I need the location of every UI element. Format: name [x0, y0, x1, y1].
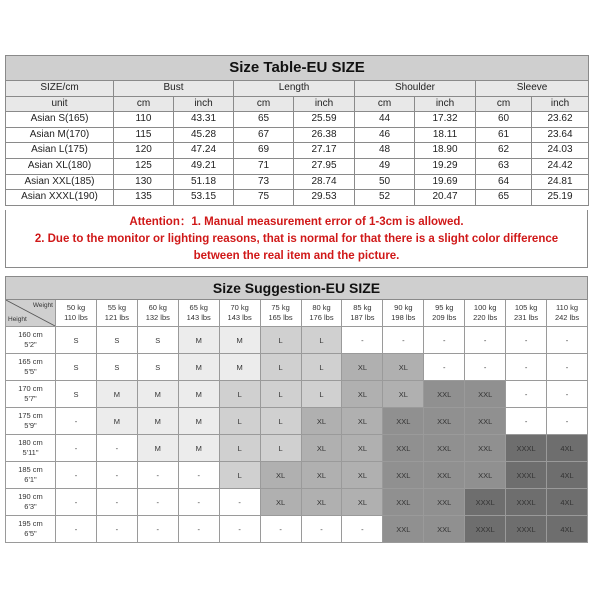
- weight-kg: 110 kg: [556, 303, 579, 312]
- corner-weight-label: Weight: [32, 302, 53, 309]
- size-suggestion-cell: L: [260, 408, 301, 435]
- size-suggestion-cell: M: [137, 435, 178, 462]
- height-ft: 6'3": [24, 502, 37, 511]
- size-value-cell: 20.47: [415, 190, 476, 206]
- size-suggestion-cell: XXL: [465, 435, 506, 462]
- weight-kg: 85 kg: [353, 303, 372, 312]
- size-suggestion-cell: -: [465, 327, 506, 354]
- size-suggestion-cell: -: [96, 435, 137, 462]
- size-suggestion-table: [5, 276, 588, 543]
- size-suggestion-cell: L: [219, 435, 260, 462]
- size-suggestion-cell: XXXL: [506, 516, 547, 543]
- size-suggestion-cell: XXL: [383, 408, 424, 435]
- size-suggestion-cell: XXL: [424, 408, 465, 435]
- suggestion-row: [6, 435, 588, 462]
- size-suggestion-cell: L: [219, 408, 260, 435]
- suggestion-row: [6, 462, 588, 489]
- size-value-cell: 65: [234, 112, 294, 128]
- size-suggestion-cell: XXL: [383, 462, 424, 489]
- size-suggestion-cell: -: [219, 489, 260, 516]
- size-value-cell: 50: [355, 174, 415, 190]
- size-value-cell: 120: [114, 143, 174, 159]
- size-suggestion-cell: S: [137, 354, 178, 381]
- size-value-cell: 47.24: [174, 143, 234, 159]
- height-cm: 195 cm: [18, 519, 43, 528]
- size-suggestion-cell: XXL: [383, 516, 424, 543]
- size-value-cell: 29.53: [294, 190, 355, 206]
- size-suggestion-cell: XL: [301, 408, 342, 435]
- height-cm: 185 cm: [18, 465, 43, 474]
- size-suggestion-cell: -: [96, 516, 137, 543]
- unit-cell: unit: [6, 96, 114, 112]
- size-value-cell: 23.62: [532, 112, 589, 128]
- unit-cell: inch: [294, 96, 355, 112]
- size-suggestion-cell: 4XL: [547, 435, 588, 462]
- weight-lbs: 176 lbs: [309, 313, 334, 322]
- size-value-cell: 61: [476, 127, 532, 143]
- height-cell: [6, 516, 56, 543]
- size-suggestion-cell: -: [260, 516, 301, 543]
- size-suggestion-cell: -: [342, 516, 383, 543]
- unit-cell: inch: [532, 96, 589, 112]
- size-suggestion-cell: 4XL: [547, 489, 588, 516]
- size-suggestion-cell: S: [56, 354, 97, 381]
- size-value-cell: 48: [355, 143, 415, 159]
- size-value-cell: 18.90: [415, 143, 476, 159]
- size-value-cell: 45.28: [174, 127, 234, 143]
- suggestion-row: [6, 381, 588, 408]
- weight-lbs: 198 lbs: [391, 313, 416, 322]
- size-suggestion-cell: M: [219, 327, 260, 354]
- size-suggestion-cell: -: [56, 516, 97, 543]
- weight-kg: 90 kg: [394, 303, 413, 312]
- size-suggestion-cell: XXXL: [506, 489, 547, 516]
- size-suggestion-cell: S: [96, 354, 137, 381]
- size-suggestion-cell: M: [178, 408, 219, 435]
- weight-kg: 105 kg: [514, 303, 538, 312]
- size-suggestion-cell: XXL: [465, 462, 506, 489]
- weight-lbs: 143 lbs: [227, 313, 252, 322]
- size-suggestion-title: Size Suggestion-EU SIZE: [6, 277, 588, 300]
- size-label-cell: Asian S(165): [6, 112, 114, 128]
- weight-kg: 65 kg: [189, 303, 208, 312]
- weight-kg: 100 kg: [473, 303, 497, 312]
- size-suggestion-cell: -: [178, 489, 219, 516]
- height-ft: 6'5": [24, 529, 37, 538]
- size-suggestion-cell: L: [260, 381, 301, 408]
- size-suggestion-cell: M: [178, 435, 219, 462]
- weight-header-cell: [56, 300, 97, 327]
- size-value-cell: 51.18: [174, 174, 234, 190]
- size-suggestion-cell: 4XL: [547, 516, 588, 543]
- weight-header-row: [6, 300, 588, 327]
- size-value-cell: 75: [234, 190, 294, 206]
- corner-height-label: Height: [8, 316, 27, 323]
- weight-kg: 95 kg: [435, 303, 454, 312]
- size-suggestion-cell: -: [506, 354, 547, 381]
- height-cm: 165 cm: [18, 357, 43, 366]
- weight-lbs: 121 lbs: [104, 313, 129, 322]
- size-label-cell: Asian M(170): [6, 127, 114, 143]
- size-value-cell: 24.42: [532, 158, 589, 174]
- weight-lbs: 165 lbs: [268, 313, 293, 322]
- height-cm: 170 cm: [18, 384, 43, 393]
- size-suggestion-cell: M: [137, 408, 178, 435]
- size-suggestion-cell: -: [301, 516, 342, 543]
- size-table-row: [6, 112, 589, 128]
- height-cm: 175 cm: [18, 411, 43, 420]
- size-suggestion-cell: M: [178, 354, 219, 381]
- size-suggestion-cell: M: [178, 327, 219, 354]
- suggestion-row: [6, 408, 588, 435]
- size-suggestion-cell: XL: [260, 489, 301, 516]
- size-suggestion-cell: L: [301, 354, 342, 381]
- size-value-cell: 27.95: [294, 158, 355, 174]
- size-suggestion-cell: XL: [301, 489, 342, 516]
- weight-lbs: 143 lbs: [186, 313, 211, 322]
- size-suggestion-cell: -: [547, 381, 588, 408]
- size-value-cell: 49: [355, 158, 415, 174]
- unit-cell: inch: [174, 96, 234, 112]
- size-suggestion-cell: XXL: [424, 435, 465, 462]
- size-label-cell: Asian L(175): [6, 143, 114, 159]
- weight-lbs: 231 lbs: [514, 313, 539, 322]
- size-table-row: [6, 143, 589, 159]
- suggestion-row: [6, 516, 588, 543]
- size-suggestion-cell: XL: [301, 435, 342, 462]
- size-suggestion-cell: -: [547, 354, 588, 381]
- size-label-cell: Asian XXL(185): [6, 174, 114, 190]
- size-value-cell: 62: [476, 143, 532, 159]
- weight-kg: 75 kg: [271, 303, 290, 312]
- size-suggestion-cell: 4XL: [547, 462, 588, 489]
- weight-header-cell: [342, 300, 383, 327]
- size-value-cell: 52: [355, 190, 415, 206]
- attention-line-3: between the real item and the picture.: [193, 250, 400, 262]
- length-header-cell: Length: [234, 81, 355, 97]
- weight-header-cell: [301, 300, 342, 327]
- height-cell: [6, 354, 56, 381]
- unit-cell: inch: [415, 96, 476, 112]
- size-value-cell: 130: [114, 174, 174, 190]
- size-suggestion-cell: XXL: [465, 408, 506, 435]
- size-suggestion-cell: XL: [342, 435, 383, 462]
- size-suggestion-cell: M: [96, 408, 137, 435]
- size-value-cell: 49.21: [174, 158, 234, 174]
- weight-lbs: 209 lbs: [432, 313, 457, 322]
- height-ft: 5'9": [24, 421, 37, 430]
- size-suggestion-cell: -: [56, 462, 97, 489]
- size-table-body: [6, 112, 589, 206]
- size-table-unit-row: [6, 96, 589, 112]
- size-suggestion-cell: XXXL: [465, 489, 506, 516]
- weight-header-cell: [96, 300, 137, 327]
- size-value-cell: 44: [355, 112, 415, 128]
- size-value-cell: 17.32: [415, 112, 476, 128]
- size-suggestion-cell: S: [137, 327, 178, 354]
- size-suggestion-cell: -: [56, 435, 97, 462]
- attention-note: [5, 210, 588, 268]
- size-suggestion-cell: XL: [383, 354, 424, 381]
- weight-kg: 80 kg: [312, 303, 331, 312]
- size-value-cell: 65: [476, 190, 532, 206]
- weight-kg: 70 kg: [230, 303, 249, 312]
- size-value-cell: 28.74: [294, 174, 355, 190]
- size-value-cell: 23.64: [532, 127, 589, 143]
- corner-cell: [6, 300, 56, 327]
- size-suggestion-cell: XXXL: [465, 516, 506, 543]
- size-suggestion-cell: L: [260, 327, 301, 354]
- height-ft: 5'7": [24, 394, 37, 403]
- weight-header-cell: [547, 300, 588, 327]
- size-suggestion-cell: XXXL: [506, 435, 547, 462]
- size-suggestion-cell: -: [178, 516, 219, 543]
- weight-header-cell: [178, 300, 219, 327]
- size-suggestion-cell: XXL: [465, 381, 506, 408]
- size-table-row: [6, 190, 589, 206]
- weight-lbs: 242 lbs: [554, 313, 580, 322]
- sleeve-header-cell: Sleeve: [476, 81, 589, 97]
- weight-lbs: 110 lbs: [64, 313, 88, 322]
- size-value-cell: 24.03: [532, 143, 589, 159]
- suggestion-row: [6, 327, 588, 354]
- size-suggestion-cell: XL: [383, 381, 424, 408]
- size-value-cell: 115: [114, 127, 174, 143]
- size-suggestion-cell: L: [260, 435, 301, 462]
- weight-header-cell: [506, 300, 547, 327]
- size-suggestion-cell: S: [96, 327, 137, 354]
- height-cell: [6, 489, 56, 516]
- size-suggestion-cell: -: [178, 462, 219, 489]
- size-suggestion-cell: XXL: [383, 435, 424, 462]
- size-value-cell: 19.69: [415, 174, 476, 190]
- weight-lbs: 132 lbs: [145, 313, 170, 322]
- size-value-cell: 71: [234, 158, 294, 174]
- shoulder-header-cell: Shoulder: [355, 81, 476, 97]
- height-ft: 5'11": [22, 448, 39, 457]
- size-value-cell: 60: [476, 112, 532, 128]
- height-cm: 180 cm: [18, 438, 43, 447]
- size-value-cell: 53.15: [174, 190, 234, 206]
- size-suggestion-cell: M: [178, 381, 219, 408]
- size-suggestion-cell: XXL: [424, 381, 465, 408]
- size-suggestion-cell: -: [56, 408, 97, 435]
- size-value-cell: 24.81: [532, 174, 589, 190]
- size-table-grid: [5, 55, 589, 206]
- size-suggestion-cell: XL: [342, 354, 383, 381]
- size-value-cell: 18.11: [415, 127, 476, 143]
- size-suggestion-cell: -: [137, 462, 178, 489]
- size-header-cell: SIZE/cm: [6, 81, 114, 97]
- height-cell: [6, 462, 56, 489]
- size-suggestion-body: [6, 327, 588, 543]
- size-suggestion-cell: L: [301, 381, 342, 408]
- height-cell: [6, 381, 56, 408]
- size-suggestion-cell: -: [96, 489, 137, 516]
- size-suggestion-cell: L: [219, 462, 260, 489]
- size-table-title: Size Table-EU SIZE: [6, 56, 589, 81]
- height-ft: 5'5": [24, 367, 37, 376]
- height-cell: [6, 435, 56, 462]
- size-suggestion-cell: S: [56, 381, 97, 408]
- size-value-cell: 46: [355, 127, 415, 143]
- size-table-row: [6, 174, 589, 190]
- size-suggestion-cell: -: [506, 381, 547, 408]
- weight-header-cell: [465, 300, 506, 327]
- size-suggestion-cell: -: [137, 516, 178, 543]
- size-value-cell: 135: [114, 190, 174, 206]
- size-suggestion-cell: -: [56, 489, 97, 516]
- weight-header-cell: [424, 300, 465, 327]
- weight-header-cell: [383, 300, 424, 327]
- size-suggestion-cell: XXL: [424, 516, 465, 543]
- size-suggestion-cell: XXL: [424, 462, 465, 489]
- size-value-cell: 63: [476, 158, 532, 174]
- weight-header-cell: [260, 300, 301, 327]
- height-ft: 6'1": [24, 475, 37, 484]
- size-suggestion-cell: XXXL: [506, 462, 547, 489]
- size-suggestion-cell: XXL: [424, 489, 465, 516]
- size-value-cell: 26.38: [294, 127, 355, 143]
- weight-header-cell: [137, 300, 178, 327]
- size-suggestion-cell: M: [219, 354, 260, 381]
- size-label-cell: Asian XL(180): [6, 158, 114, 174]
- size-suggestion-cell: XL: [260, 462, 301, 489]
- size-suggestion-cell: L: [301, 327, 342, 354]
- bust-header-cell: Bust: [114, 81, 234, 97]
- size-suggestion-cell: -: [96, 462, 137, 489]
- size-value-cell: 67: [234, 127, 294, 143]
- size-suggestion-cell: -: [506, 327, 547, 354]
- size-table-header-row: [6, 81, 589, 97]
- weight-lbs: 220 lbs: [473, 313, 498, 322]
- height-ft: 5'2": [24, 340, 37, 349]
- weight-lbs: 187 lbs: [350, 313, 375, 322]
- weight-kg: 60 kg: [148, 303, 167, 312]
- size-suggestion-cell: S: [56, 327, 97, 354]
- size-table-row: [6, 158, 589, 174]
- size-suggestion-cell: XXL: [383, 489, 424, 516]
- size-suggestion-cell: -: [424, 327, 465, 354]
- size-table-row: [6, 127, 589, 143]
- size-suggestion-cell: -: [547, 408, 588, 435]
- height-cm: 190 cm: [18, 492, 43, 501]
- suggestion-row: [6, 489, 588, 516]
- size-suggestion-cell: XL: [342, 462, 383, 489]
- size-suggestion-cell: -: [219, 516, 260, 543]
- size-suggestion-cell: L: [260, 354, 301, 381]
- size-suggestion-cell: XL: [342, 489, 383, 516]
- weight-kg: 50 kg: [66, 303, 86, 312]
- unit-cell: cm: [476, 96, 532, 112]
- size-suggestion-cell: -: [506, 408, 547, 435]
- height-cell: [6, 408, 56, 435]
- size-value-cell: 25.59: [294, 112, 355, 128]
- size-suggestion-cell: XL: [301, 462, 342, 489]
- unit-cell: cm: [234, 96, 294, 112]
- unit-cell: cm: [114, 96, 174, 112]
- size-value-cell: 64: [476, 174, 532, 190]
- size-value-cell: 27.17: [294, 143, 355, 159]
- size-suggestion-cell: M: [96, 381, 137, 408]
- attention-line-2: 2. Due to the monitor or lighting reasons, that is normal for that there is a slight color difference: [34, 233, 559, 245]
- size-value-cell: 19.29: [415, 158, 476, 174]
- size-value-cell: 25.19: [532, 190, 589, 206]
- attention-line-1: Attention：1. Manual measurement error of 1-3cm is allowed.: [129, 216, 464, 228]
- size-suggestion-cell: XL: [342, 381, 383, 408]
- size-suggestion-cell: -: [383, 327, 424, 354]
- size-value-cell: 43.31: [174, 112, 234, 128]
- suggestion-row: [6, 354, 588, 381]
- height-cm: 160 cm: [18, 330, 43, 339]
- size-suggestion-cell: XL: [342, 408, 383, 435]
- size-suggestion-cell: M: [137, 381, 178, 408]
- size-suggestion-cell: -: [342, 327, 383, 354]
- size-suggestion-cell: -: [547, 327, 588, 354]
- size-table: [5, 55, 588, 206]
- size-suggestion-cell: -: [424, 354, 465, 381]
- size-label-cell: Asian XXXL(190): [6, 190, 114, 206]
- size-value-cell: 125: [114, 158, 174, 174]
- size-suggestion-cell: -: [465, 354, 506, 381]
- size-value-cell: 69: [234, 143, 294, 159]
- size-value-cell: 110: [114, 112, 174, 128]
- size-value-cell: 73: [234, 174, 294, 190]
- weight-kg: 55 kg: [107, 303, 127, 312]
- height-cell: [6, 327, 56, 354]
- size-suggestion-cell: L: [219, 381, 260, 408]
- weight-header-cell: [219, 300, 260, 327]
- size-suggestion-grid: [5, 276, 588, 543]
- unit-cell: cm: [355, 96, 415, 112]
- size-suggestion-cell: -: [137, 489, 178, 516]
